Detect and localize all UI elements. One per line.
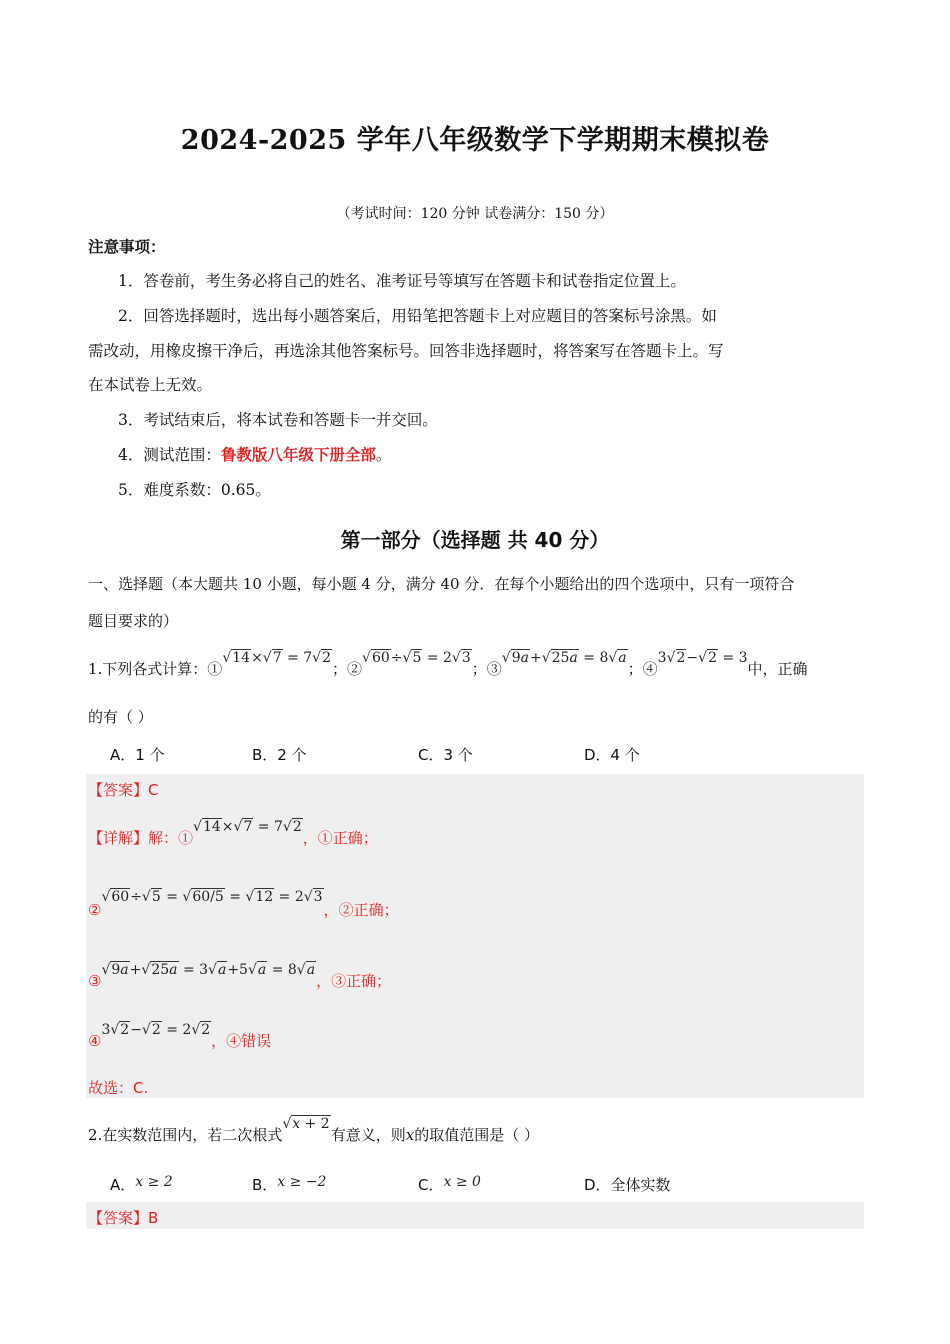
q1-answer: 【答案】C xyxy=(88,781,159,799)
notice-item-2-line3: 在本试卷上无效。 xyxy=(88,376,213,394)
q2-option-b-label: B． xyxy=(252,1176,278,1194)
part-intro-line2: 题目要求的） xyxy=(88,612,179,630)
q1-expr-1: √14×√7 = 7√2 xyxy=(222,650,332,666)
q1-option-d: D．4 个 xyxy=(584,746,640,764)
exam-title: 2024-2025 学年八年级数学下学期期末模拟卷 xyxy=(180,125,770,156)
q1-sep-3: ；③ xyxy=(471,660,502,678)
notice-item-4-prefix: 4．测试范围： xyxy=(118,446,221,464)
q1-sep-2: ；② xyxy=(332,660,363,678)
notice-item-2-line2: 需改动，用橡皮擦干净后，再选涂其他答案标号。回答非选择题时，将答案写在答题卡上。写 xyxy=(88,342,724,360)
notice-heading: 注意事项： xyxy=(88,238,166,256)
q1-detail-line-4 xyxy=(88,1022,272,1051)
q1-detail-line-3 xyxy=(88,962,392,991)
notice-item-1: 1．答卷前，考生务必将自己的姓名、准考证号等填写在答题卡和试卷指定位置上。 xyxy=(118,272,686,290)
q1-detail-expr-4: 3√2−√2 = 2√2 xyxy=(101,1022,211,1038)
q1-conclusion: 故选：C. xyxy=(88,1079,149,1097)
q1-detail-expr-1: √14×√7 = 7√2 xyxy=(193,819,302,835)
question-1-stem xyxy=(88,650,808,681)
q1-detail-r1: ，①正确； xyxy=(302,829,378,847)
q2-option-d: D．全体实数 xyxy=(584,1176,671,1194)
q1-m2-label: ② xyxy=(88,901,102,919)
q2-option-c-math: x ≥ 0 xyxy=(443,1174,481,1190)
q1-prefix: 1.下列各式计算：① xyxy=(88,660,223,678)
notice-item-5: 5．难度系数：0.65。 xyxy=(118,481,271,499)
q1-expr-3: √9a+√25a = 8√a xyxy=(501,650,627,666)
q1-detail-expr-2: √60÷√5 = √60/5 = √12 = 2√3 xyxy=(101,889,323,905)
q2-var: x xyxy=(405,1126,415,1144)
q1-option-c: C．3 个 xyxy=(418,746,473,764)
q1-detail-r3: ，③正确； xyxy=(316,972,392,990)
q2-option-c-label: C． xyxy=(418,1176,444,1194)
q2-option-b xyxy=(252,1174,326,1195)
notice-item-3: 3．考试结束后，将本试卷和答题卡一并交回。 xyxy=(118,411,438,429)
q2-option-a-math: x ≥ 2 xyxy=(135,1174,173,1190)
q1-detail-expr-3: √9a+√25a = 3√a+5√a = 8√a xyxy=(101,962,316,978)
q2-option-c xyxy=(418,1174,481,1195)
q1-option-a: A．1 个 xyxy=(110,746,165,764)
q2-answer-block xyxy=(86,1202,864,1229)
q2-suffix-b: 的取值范围是（ ） xyxy=(414,1126,539,1144)
part-intro-line1: 一、选择题（本大题共 10 小题，每小题 4 分，满分 40 分．在每个小题给出的四个选项中，只有一项符合 xyxy=(88,575,795,593)
notice-item-4-suffix: 。 xyxy=(375,446,392,464)
q1-m3-label: ③ xyxy=(88,972,102,990)
notice-item-4 xyxy=(118,444,391,466)
q1-detail-r2: ，②正确； xyxy=(323,901,399,919)
question-2-stem xyxy=(88,1116,539,1147)
q1-expr-4: 3√2−√2 = 3 xyxy=(657,650,748,666)
q1-m4-label: ④ xyxy=(88,1032,102,1050)
notice-item-2-line1: 2．回答选择题时，选出每小题答案后，用铅笔把答题卡上对应题目的答案标号涂黑。如 xyxy=(118,307,717,325)
q1-sep-4: ；④ xyxy=(627,660,658,678)
q1-expr-2: √60÷√5 = 2√3 xyxy=(362,650,471,666)
q2-answer: 【答案】B xyxy=(88,1209,159,1227)
q1-detail-r4: ，④错误 xyxy=(211,1032,272,1050)
q1-detail-line-2 xyxy=(88,889,399,920)
test-range: 鲁教版八年级下册全部 xyxy=(220,446,376,464)
question-1-line2: 的有（ ） xyxy=(88,708,153,726)
q2-option-a-label: A． xyxy=(110,1176,136,1194)
q2-suffix-a: 有意义，则 xyxy=(330,1126,406,1144)
q2-option-b-math: x ≥ −2 xyxy=(277,1174,327,1190)
q1-detail-tag: 【详解】 xyxy=(88,829,149,847)
q1-option-b: B．2 个 xyxy=(252,746,307,764)
q2-option-a xyxy=(110,1174,173,1195)
exam-info: （考试时间：120 分钟 试卷满分：150 分） xyxy=(336,206,614,222)
q1-detail-start: 解：① xyxy=(148,829,194,847)
q1-suffix: 中，正确 xyxy=(747,660,808,678)
q2-expr: √x + 2 xyxy=(282,1116,330,1132)
q2-prefix: 2.在实数范围内，若二次根式 xyxy=(88,1126,283,1144)
section-title: 第一部分（选择题 共 40 分） xyxy=(340,528,610,552)
q1-detail-line-1 xyxy=(88,819,378,848)
